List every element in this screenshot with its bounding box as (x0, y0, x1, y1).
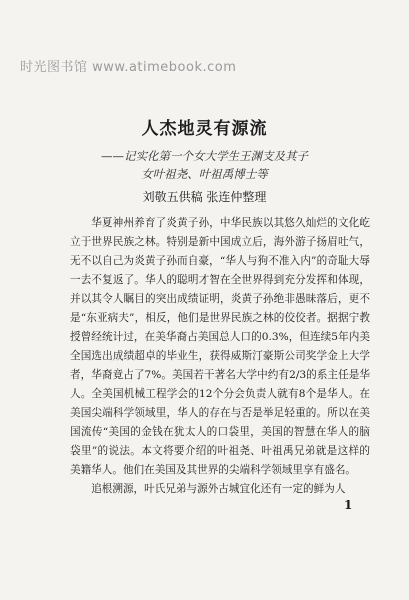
body-paragraph-1: 华夏神州养育了炎黄子孙，中华民族以其悠久灿烂的文化屹立于世界民族之林。特别是新中国成立后，海外游子扬眉吐气，无不以自己为炎黄子孙而自豪，“华人与狗不准入内”的奇耻大辱一去不复返了。华人的聪明才智在全世界得到充分发挥和体现，并以其令人瞩目的突出成绩证明，炎黄子孙绝非愚昧落后，更不是“东亚病夫”，相反，他们是世界民族之林的佼佼者。据据宁教授曾经统计过，在美华裔占美国总人口的0.3%，但连续5年内美全国选出成绩超卓的毕业生，获得威斯汀豪斯公司奖学金上大学者，华裔竟占了7%。美国若干著名大学中约有2/3的系主任是华人。全美国机械工程学会的12个分会负责人就有8个是华人。在美国尖端科学领域里，华人的存在与否是举足轻重的。所以在美国流传“美国的金钱在犹太人的口袋里，美国的智慧在华人的脑袋里”的说法。本文将要介绍的叶祖尧、叶祖禹兄弟就是这样的美籍华人。他们在美国及其世界的尖端科学领域里享有盛名。 (70, 217, 370, 476)
article-subtitle-line1: ——记实化第一个女大学生王渊支及其子 (101, 149, 308, 163)
watermark: 时光图书馆 www.atimebook.com (20, 60, 237, 75)
page-number: 1 (344, 498, 353, 512)
article-subtitle-line2: 女叶祖尧、叶祖禹博士等 (141, 167, 268, 181)
body-paragraph-2: 追根溯源，叶氏兄弟与源外古城宜化还有一定的鲜为人 (91, 483, 346, 495)
article-title: 人杰地灵有源流 (141, 119, 268, 139)
article-authors: 刘敬五供稿 张连仲整理 (142, 190, 267, 204)
article-body (70, 214, 370, 499)
